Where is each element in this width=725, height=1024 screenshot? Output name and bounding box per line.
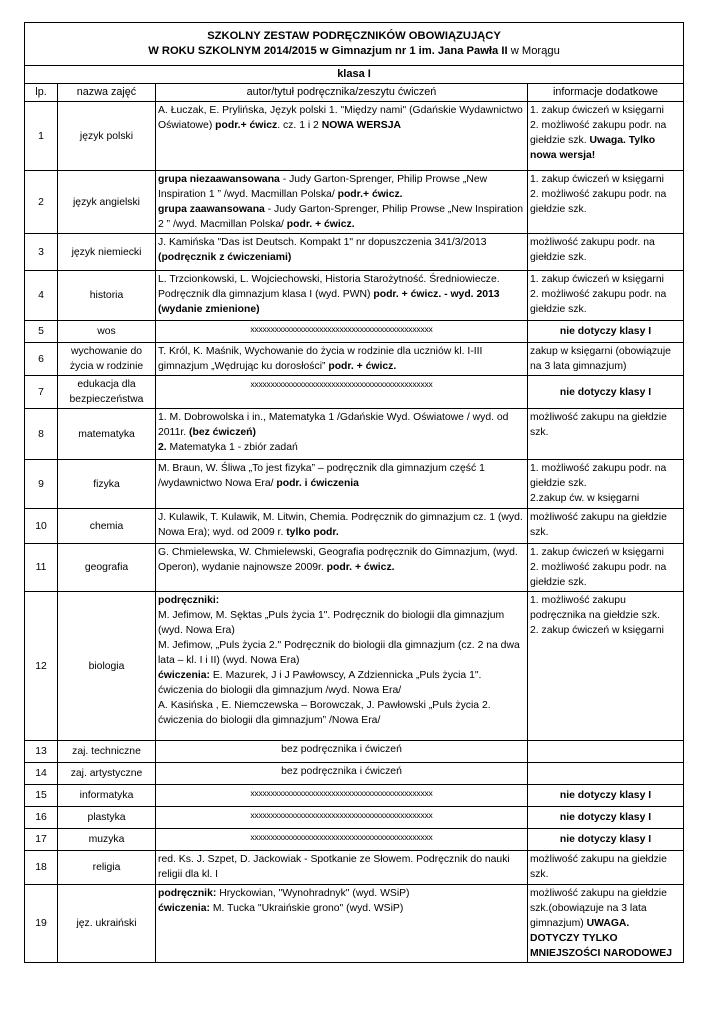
bold-text: podręczniki: — [158, 595, 220, 606]
additional-info — [528, 829, 684, 851]
row-number: 2 — [25, 171, 58, 234]
text-segment: możliwość zakupu podr. na giełdzie szk. — [530, 237, 655, 263]
subject-name: język polski — [58, 102, 156, 171]
header-lp: lp. — [25, 84, 58, 102]
table-row — [25, 460, 684, 509]
subject-name: plastyka — [58, 807, 156, 829]
text-segment: xxxxxxxxxxxxxxxxxxxxxxxxxxxxxxxxxxxxxxxxxxxxx — [250, 379, 433, 389]
text-segment: 2.zakup ćw. w księgarni — [530, 493, 640, 504]
author-title — [156, 509, 528, 544]
table-row — [25, 763, 684, 785]
text-segment: bez podręcznika i ćwiczeń — [281, 744, 402, 755]
additional-info — [528, 544, 684, 592]
author-title — [156, 544, 528, 592]
row-number: 1 — [25, 102, 58, 171]
subject-name: historia — [58, 271, 156, 321]
bold-text: podr. + ćwicz. - wyd. 2013 (wydanie zmienione) — [158, 289, 500, 315]
text-segment: A. Łuczak, E. Prylińska, Język polski 1. "Między nami" (Gdańskie Wydawnictwo Oświatowe) — [158, 105, 523, 131]
additional-info — [528, 509, 684, 544]
header-row — [25, 84, 684, 102]
additional-info — [528, 741, 684, 763]
text-segment: . cz. 1 i 2 — [277, 120, 322, 131]
table-row — [25, 271, 684, 321]
additional-info — [528, 763, 684, 785]
row-number: 5 — [25, 321, 58, 343]
subject-name: matematyka — [58, 409, 156, 460]
text-segment: 2. zakup ćwiczeń w księgarni — [530, 625, 664, 636]
subject-name: język niemiecki — [58, 234, 156, 271]
text-segment: Matematyka 1 - zbiór zadań — [166, 442, 298, 453]
text-segment: 2. możliwość zakupu podr. na giełdzie szk. — [530, 189, 667, 215]
additional-info — [528, 343, 684, 376]
text-segment: M. Jefimow, M. Sęktas „Puls życia 1". Podręcznik do biologii dla gimnazjum (wyd. Nowa Era) — [158, 610, 505, 636]
table-row — [25, 102, 684, 171]
subject-name: edukacja dla bezpieczeństwa — [58, 376, 156, 409]
row-number: 19 — [25, 885, 58, 963]
subject-name: geografia — [58, 544, 156, 592]
row-number: 8 — [25, 409, 58, 460]
author-title — [156, 885, 528, 963]
additional-info — [528, 785, 684, 807]
title-line-1: SZKOLNY ZESTAW PODRĘCZNIKÓW OBOWIĄZUJĄCY — [207, 30, 501, 42]
additional-info — [528, 807, 684, 829]
subject-name: chemia — [58, 509, 156, 544]
additional-info — [528, 171, 684, 234]
bold-text: (podręcznik z ćwiczeniami) — [158, 252, 292, 263]
text-segment: J. Kamińska "Das ist Deutsch. Kompakt 1" nr dopuszczenia 341/3/2013 — [158, 237, 487, 248]
additional-info — [528, 460, 684, 509]
subject-name: zaj. techniczne — [58, 741, 156, 763]
row-number: 10 — [25, 509, 58, 544]
title-line-2-tail: w Morągu — [510, 45, 560, 57]
table-row — [25, 741, 684, 763]
text-segment: bez podręcznika i ćwiczeń — [281, 766, 402, 777]
bold-text: nie dotyczy klasy I — [559, 812, 652, 823]
text-segment: 1. zakup ćwiczeń w księgarni — [530, 274, 664, 285]
text-segment: L. Trzcionkowski, L. Wojciechowski, Historia Starożytność. Średniowiecze. Podręcznik dla gimnazjum klasa I (wyd. PWN) — [158, 274, 500, 300]
table-row — [25, 544, 684, 592]
table-row — [25, 171, 684, 234]
additional-info — [528, 234, 684, 271]
bold-text: podr.+ ćwicz — [215, 120, 278, 131]
bold-text: grupa niezaawansowana — [158, 174, 280, 185]
row-number: 17 — [25, 829, 58, 851]
header-author: autor/tytuł podręcznika/zeszytu ćwiczeń — [156, 84, 528, 102]
bold-text: podręcznik: — [158, 888, 217, 899]
bold-text: nie dotyczy klasy I — [559, 834, 652, 845]
table-row — [25, 409, 684, 460]
author-title — [156, 763, 528, 785]
text-segment: 1. możliwość zakupu podręcznika na giełdzie szk. — [530, 595, 660, 621]
bold-text: podr. + ćwicz. — [286, 219, 355, 230]
bold-text: podr.+ ćwicz. — [337, 189, 403, 200]
text-segment: xxxxxxxxxxxxxxxxxxxxxxxxxxxxxxxxxxxxxxxxxxxxx — [250, 810, 433, 820]
author-title — [156, 592, 528, 741]
additional-info — [528, 885, 684, 963]
row-number: 7 — [25, 376, 58, 409]
table-row — [25, 851, 684, 885]
text-segment: 1. zakup ćwiczeń w księgarni — [530, 105, 664, 116]
additional-info — [528, 409, 684, 460]
bold-text: podr. + ćwicz. — [326, 562, 395, 573]
title-line-2 — [27, 44, 681, 59]
text-segment: 1. możliwość zakupu podr. na giełdzie szk. — [530, 463, 667, 489]
bold-text: (bez ćwiczeń) — [189, 427, 256, 438]
author-title — [156, 741, 528, 763]
author-title — [156, 343, 528, 376]
text-segment: 2. możliwość zakupu podr. na giełdzie szk. — [530, 289, 667, 315]
text-segment: możliwość zakupu na giełdzie szk. — [530, 412, 667, 438]
text-segment: E. Mazurek, J i J Pawłowscy, A Zdziennicka „Puls życia 1". ćwiczenia do biologii dla gimnazjum /wyd. Nowa Era/ — [158, 670, 482, 696]
subject-name: muzyka — [58, 829, 156, 851]
text-segment: xxxxxxxxxxxxxxxxxxxxxxxxxxxxxxxxxxxxxxxxxxxxx — [250, 324, 433, 334]
subject-name: biologia — [58, 592, 156, 741]
row-number: 15 — [25, 785, 58, 807]
text-segment: możliwość zakupu na giełdzie szk. — [530, 854, 667, 880]
bold-text: grupa zaawansowana — [158, 204, 265, 215]
author-title — [156, 271, 528, 321]
additional-info — [528, 102, 684, 171]
text-segment: red. Ks. J. Szpet, D. Jackowiak - Spotkanie ze Słowem. Podręcznik do nauki religii dla kl. I — [158, 854, 510, 880]
additional-info — [528, 376, 684, 409]
text-segment: J. Kulawik, T. Kulawik, M. Litwin, Chemia. Podręcznik do gimnazjum cz. 1 (wyd. Nowa Era); wyd. od 2009 r. — [158, 512, 523, 538]
bold-text: podr. + ćwicz. — [328, 361, 397, 372]
row-number: 4 — [25, 271, 58, 321]
table-row — [25, 885, 684, 963]
author-title — [156, 785, 528, 807]
textbook-table — [24, 22, 684, 963]
text-segment: T. Król, K. Maśnik, Wychowanie do życia w rodzinie dla uczniów kl. I-III gimnazjum „Wędrując ku dorosłości” — [158, 346, 483, 372]
text-segment: 2. możliwość zakupu podr. na giełdzie szk. — [530, 120, 667, 146]
table-row — [25, 234, 684, 271]
additional-info — [528, 592, 684, 741]
additional-info — [528, 851, 684, 885]
table-row — [25, 829, 684, 851]
text-segment: A. Kasińska , E. Niemczewska – Borowczak, J. Pawłowski „Puls życia 2. ćwiczenia do biologii dla gimnazjum” /Nowa Era/ — [158, 700, 491, 726]
author-title — [156, 409, 528, 460]
bold-text: NOWA WERSJA — [321, 120, 401, 131]
subject-name: wos — [58, 321, 156, 343]
bold-text: ćwiczenia: — [158, 903, 210, 914]
bold-text: Uwaga. Tylko nowa wersja! — [530, 135, 656, 161]
row-number: 13 — [25, 741, 58, 763]
text-segment: - Judy Garton-Sprenger, Philip Prowse „New Inspiration 1 ” /wyd. Macmillan Polska/ — [158, 174, 488, 200]
author-title — [156, 460, 528, 509]
bold-text: podr. i ćwiczenia — [276, 478, 359, 489]
author-title — [156, 171, 528, 234]
bold-text: nie dotyczy klasy I — [559, 386, 652, 398]
table-row — [25, 592, 684, 741]
bold-text: 2. — [158, 442, 167, 453]
author-title — [156, 807, 528, 829]
row-number: 9 — [25, 460, 58, 509]
row-number: 6 — [25, 343, 58, 376]
bold-text: nie dotyczy klasy I — [559, 790, 652, 801]
text-segment: 1. zakup ćwiczeń w księgarni — [530, 174, 664, 185]
text-segment: 1. M. Dobrowolska i in., Matematyka 1 /Gdańskie Wyd. Oświatowe / wyd. od 2011r. — [158, 412, 509, 438]
table-row — [25, 785, 684, 807]
author-title — [156, 829, 528, 851]
text-segment: 2. możliwość zakupu podr. na giełdzie szk. — [530, 562, 667, 588]
row-number: 14 — [25, 763, 58, 785]
bold-text: tylko podr. — [286, 527, 339, 538]
row-number: 12 — [25, 592, 58, 741]
text-segment: możliwość zakupu na giełdzie szk. — [530, 512, 667, 538]
text-segment: M. Jefimow, „Puls życia 2." Podręcznik do biologii dla gimnazjum (cz. 2 na dwa lata – kl. I i II) (wyd. Nowa Era) — [158, 640, 520, 666]
text-segment: M. Braun, W. Śliwa „To jest fizyka” – podręcznik dla gimnazjum część 1 /wydawnictwo Nowa Era/ — [158, 463, 485, 489]
author-title — [156, 234, 528, 271]
subject-name: język angielski — [58, 171, 156, 234]
title-row — [25, 23, 684, 66]
additional-info — [528, 321, 684, 343]
bold-text: UWAGA. DOTYCZY TYLKO MNIEJSZOŚCI NARODOWEJ — [530, 918, 673, 959]
title-line-2-main: W ROKU SZKOLNYM 2014/2015 w Gimnazjum nr 1 im. Jana Pawła II — [148, 45, 508, 57]
table-row — [25, 376, 684, 409]
row-number: 16 — [25, 807, 58, 829]
text-segment: M. Tucka "Ukraińskie grono" (wyd. WSiP) — [209, 903, 404, 914]
bold-text: nie dotyczy klasy I — [559, 326, 652, 337]
text-segment: xxxxxxxxxxxxxxxxxxxxxxxxxxxxxxxxxxxxxxxxxxxxx — [250, 832, 433, 842]
table-row — [25, 321, 684, 343]
text-segment: Hryckowian, "Wynohradnyk" (wyd. WSiP) — [216, 888, 410, 899]
additional-info — [528, 271, 684, 321]
table-row — [25, 343, 684, 376]
subject-name: informatyka — [58, 785, 156, 807]
header-info: informacje dodatkowe — [528, 84, 684, 102]
table-row — [25, 509, 684, 544]
bold-text: ćwiczenia: — [158, 670, 210, 681]
table-row — [25, 807, 684, 829]
subject-name: religia — [58, 851, 156, 885]
row-number: 18 — [25, 851, 58, 885]
row-number: 3 — [25, 234, 58, 271]
document-title — [25, 23, 684, 66]
author-title — [156, 321, 528, 343]
text-segment: xxxxxxxxxxxxxxxxxxxxxxxxxxxxxxxxxxxxxxxxxxxxx — [250, 788, 433, 798]
row-number: 11 — [25, 544, 58, 592]
subject-name: fizyka — [58, 460, 156, 509]
class-row — [25, 66, 684, 84]
header-subject: nazwa zajęć — [58, 84, 156, 102]
text-segment: G. Chmielewska, W. Chmielewski, Geografia podręcznik do Gimnazjum, (wyd. Operon), wydanie najnowsze 2009r. — [158, 547, 518, 573]
class-label: klasa I — [25, 66, 684, 84]
author-title — [156, 376, 528, 409]
text-segment: 1. zakup ćwiczeń w księgarni — [530, 547, 664, 558]
text-segment: - Judy Garton-Sprenger, Philip Prowse „New Inspiration 2 ” /wyd. Macmillan Polska/ — [158, 204, 523, 230]
subject-name: wychowanie do życia w rodzinie — [58, 343, 156, 376]
author-title — [156, 102, 528, 171]
text-segment: możliwość zakupu na giełdzie szk.(obowiązuje na 3 lata gimnazjum) — [530, 888, 667, 929]
author-title — [156, 851, 528, 885]
subject-name: zaj. artystyczne — [58, 763, 156, 785]
text-segment: zakup w księgarni (obowiązuje na 3 lata gimnazjum) — [530, 346, 671, 372]
subject-name: jęz. ukraiński — [58, 885, 156, 963]
